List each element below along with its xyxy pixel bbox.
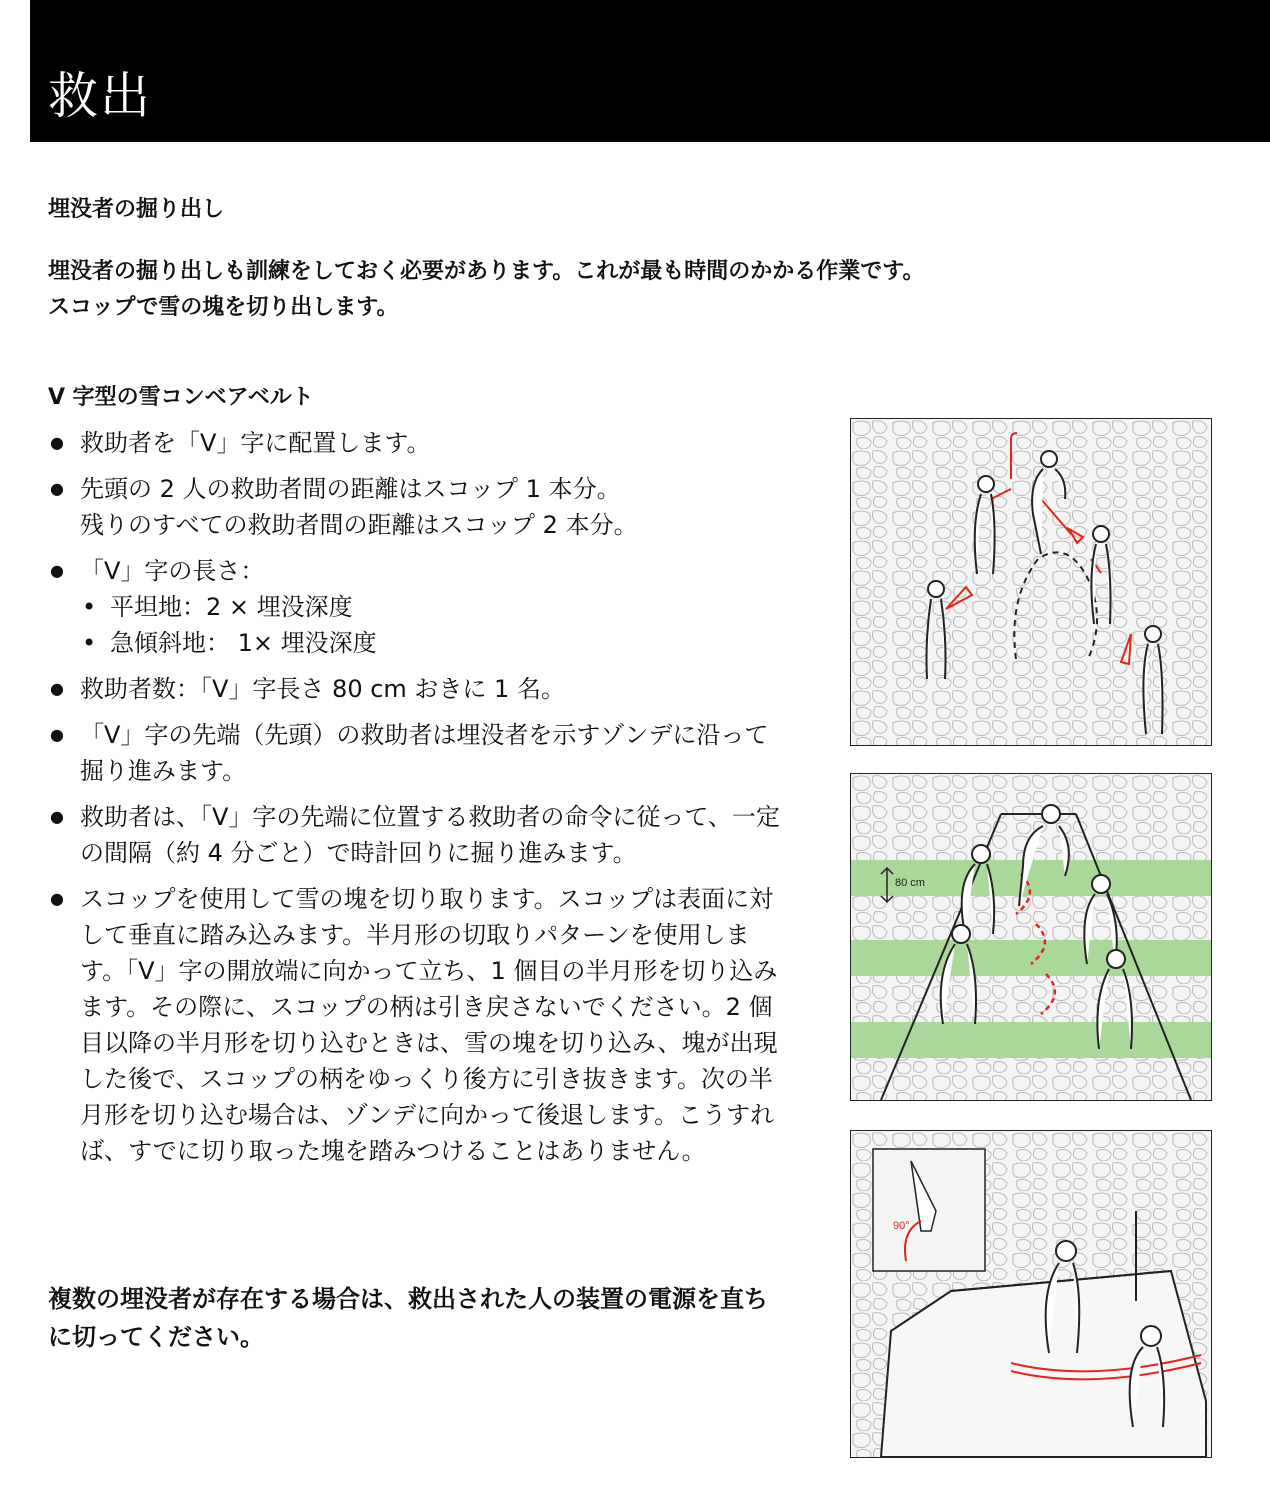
list-item [48, 881, 788, 1169]
sub-list [80, 589, 788, 661]
shovel-illustration [851, 1131, 1211, 1457]
closing-note: 複数の埋没者が存在する場合は、救出された人の装置の電源を直ちに切ってください。 [48, 1285, 768, 1351]
depth-label: 80 cm [895, 877, 925, 889]
bullet-text: 救助者は、「V」字の先端に位置する救助者の命令に従って、一定の間隔（約 4 分ごと）で時計回りに掘り進みます。 [80, 803, 780, 867]
sub-list-item: • 平坦地：2 × 埋没深度 [80, 589, 788, 625]
bullet-text: 「V」字の先端（先頭）の救助者は埋没者を示すゾンデに沿って掘り進みます。 [80, 721, 769, 785]
v-formation-illustration [851, 419, 1211, 745]
section-title: 埋没者の掘り出し [48, 197, 225, 222]
figure-shovel-cutting [850, 1130, 1212, 1458]
conveyor-title: V 字型の雪コンベアベルト [48, 385, 314, 410]
conveyor-bullet-list [48, 425, 788, 1179]
list-item [48, 553, 788, 661]
bullet-text: 残りのすべての救助者間の距離はスコップ 2 本分。 [80, 511, 638, 539]
list-item [48, 717, 788, 789]
list-item [48, 671, 788, 707]
bullet-text: 先頭の 2 人の救助者間の距離はスコップ 1 本分。 [80, 475, 621, 503]
list-item [48, 425, 788, 461]
bullet-text: 救助者を「V」字に配置します。 [80, 429, 431, 457]
figure-v-formation [850, 418, 1212, 746]
angle-label: 90° [893, 1220, 910, 1232]
trench-illustration [851, 774, 1211, 1100]
list-item [48, 471, 788, 543]
list-item [48, 799, 788, 871]
figure-trench-digging [850, 773, 1212, 1101]
bullet-text: スコップを使用して雪の塊を切り取ります。スコップは表面に対して垂直に踏み込みます。半月形の切取りパターンを使用します。「V」字の開放端に向かって立ち、1 個目の半月形を切り込みます。その際に、スコップの柄は引き戻さないでください。2 個目以降の半月形を切り込むときは、雪の塊を切り込み、塊が出現した後で、スコップの柄をゆっくり後方に引き抜きます。次の半月形を切り込む場合は、ゾンデに向かって後退します。こうすれば、すでに切り取った塊を踏みつけることはありません。 [80, 885, 778, 1165]
bullet-text: 救助者数：「V」字長さ 80 cm おきに 1 名。 [80, 675, 565, 703]
intro-line-2: スコップで雪の塊を切り出します。 [48, 295, 399, 320]
intro-text [48, 254, 924, 326]
bullet-text: 「V」字の長さ： [80, 557, 265, 585]
page-header [30, 0, 1270, 142]
intro-line-1: 埋没者の掘り出しも訓練をしておく必要があります。これが最も時間のかかる作業です。 [48, 259, 925, 284]
sub-list-item: • 急傾斜地： 1× 埋没深度 [80, 625, 788, 661]
page-title: 救出 [48, 67, 152, 125]
